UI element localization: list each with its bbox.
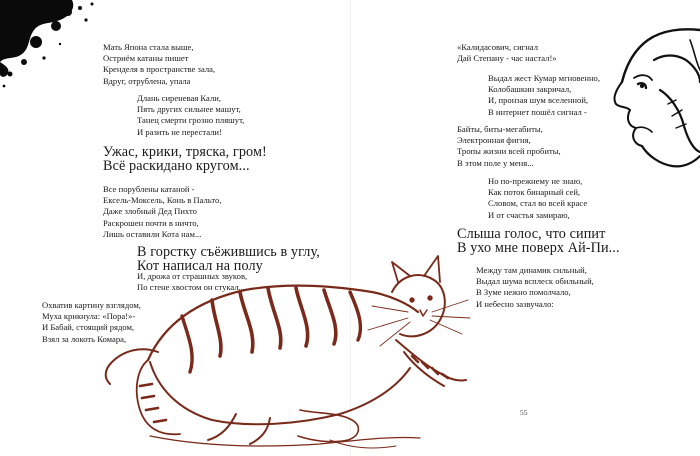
- right-stanza-1: [457, 42, 557, 64]
- text-line: Взял за локоть Комара,: [42, 333, 127, 344]
- portrait-illustration: [614, 29, 700, 166]
- left-heading-2: [137, 246, 320, 273]
- text-line: Мать Япона стала выше,: [103, 42, 194, 52]
- text-line: Тропы жизни всей пробиты,: [457, 146, 561, 157]
- text-line: Выдал жест Кумар мгновенно,: [488, 73, 601, 83]
- text-line: Танец смерти грозно пляшут,: [137, 115, 245, 126]
- text-line: Остриём катаны пишет: [103, 53, 189, 64]
- text-line: Пять других сильнее машут,: [137, 104, 241, 115]
- heading-line: В ухо мне поверх Ай-Пи...: [457, 239, 620, 256]
- right-stanza-4: [488, 176, 587, 221]
- heading-line: Всё раскидано кругом...: [103, 157, 250, 174]
- text-line: По стене хвостом он стукал...: [137, 282, 246, 293]
- text-line: Дай Степану - час настал!»: [457, 53, 557, 64]
- text-line: Лишь оставили Кота нам...: [103, 228, 202, 239]
- text-line: Ексель-Моксель, Конь в Пальто,: [103, 195, 222, 206]
- text-line: «Калидасович, сигнал: [457, 42, 538, 52]
- text-line: Все порублены катаной -: [103, 184, 195, 194]
- right-stanza-2: [488, 73, 600, 118]
- text-line: Муха крикнула: «Пора!»-: [42, 311, 136, 322]
- text-line: Словом, стал во всей красе: [488, 198, 588, 209]
- text-line: Вдруг, отрублена, упала: [103, 75, 191, 86]
- text-line: И, пронзая шум вселенной,: [488, 95, 589, 106]
- text-line: Электронная фигня,: [457, 135, 531, 146]
- text-line: Даже злобный Дед Пихто: [103, 206, 197, 217]
- text-line: Выдал шума всплеск обильный,: [476, 276, 594, 287]
- text-line: И Бабай, стоящий рядом,: [42, 322, 135, 333]
- left-heading-1: [103, 146, 267, 173]
- left-stanza-2: [137, 93, 244, 138]
- heading-line: Кот написал на полу: [137, 257, 263, 274]
- text-line: В этом поле у меня...: [457, 157, 534, 168]
- text-line: Раскрошен почти в ничто,: [103, 217, 199, 228]
- text-line: Между там динамик сильный,: [476, 265, 587, 275]
- page-number: 55: [520, 408, 528, 417]
- text-line: Байты, биты-мегабиты,: [457, 124, 543, 134]
- left-stanza-5: [42, 300, 141, 345]
- right-stanza-3: [457, 124, 561, 169]
- text-line: Охватив картину взглядом,: [42, 300, 141, 310]
- left-stanza-4: [137, 271, 247, 293]
- heading-line: В горстку съёжившись в углу,: [137, 244, 320, 260]
- heading-line: Слыша голос, что сипит: [457, 226, 606, 242]
- text-line: В интернет пошёл сигнал -: [488, 106, 587, 117]
- text-line: Но по-прежнему не знаю,: [488, 176, 583, 186]
- text-line: Как поток бинарный сей,: [488, 187, 581, 198]
- right-heading-1: [457, 228, 620, 255]
- left-stanza-1: [103, 42, 215, 87]
- left-stanza-3: [103, 184, 221, 240]
- ink-blot-illustration: [0, 0, 94, 87]
- text-line: Кренделя в пространстве зала,: [103, 64, 216, 75]
- text-line: В Зуме нежно помолчало,: [476, 287, 571, 298]
- text-line: Длань сиреневая Кали,: [137, 93, 221, 103]
- text-line: И небесно зазвучало:: [476, 298, 554, 309]
- text-line: И разить не перестали!: [137, 126, 222, 137]
- text-line: Колобашкин закричал,: [488, 84, 572, 95]
- page-gutter: [350, 0, 351, 456]
- right-stanza-5: [476, 265, 594, 310]
- heading-line: Ужас, крики, тряска, гром!: [103, 144, 267, 160]
- text-line: И от счастья замираю,: [488, 209, 570, 220]
- text-line: И, дрожа от страшных звуков,: [137, 271, 248, 281]
